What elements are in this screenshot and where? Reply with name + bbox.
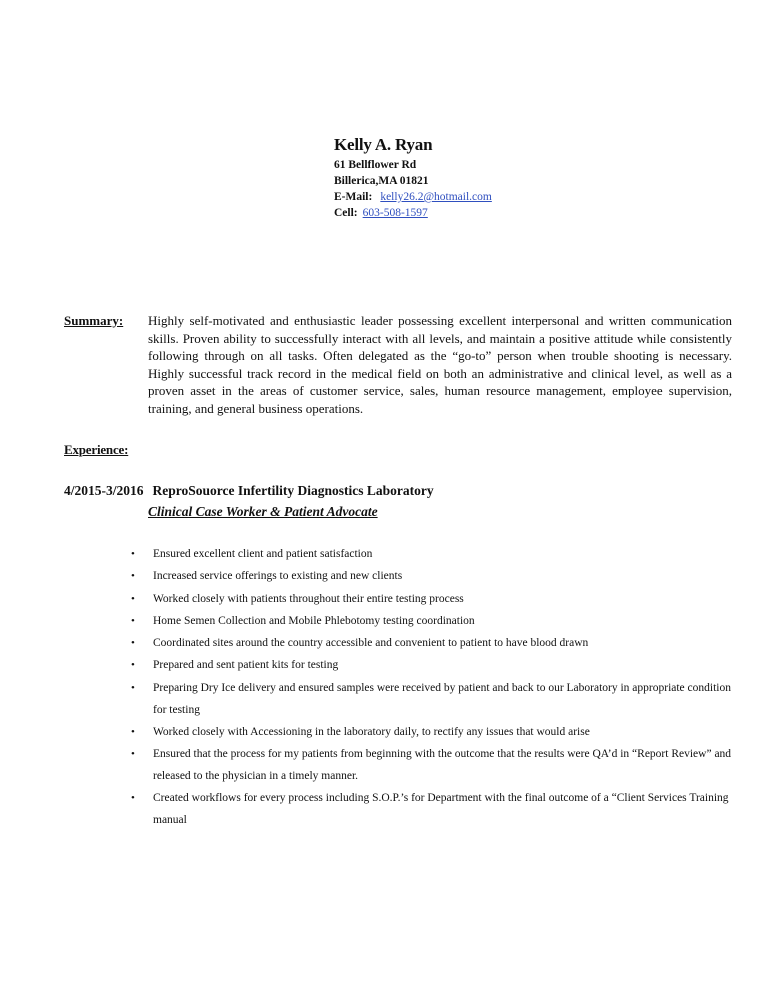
duty-text: Prepared and sent patient kits for testing xyxy=(153,659,339,672)
email-link[interactable]: kelly26.2@hotmail.com xyxy=(380,191,492,203)
duty-text: Ensured excellent client and patient satisfaction xyxy=(153,548,373,560)
candidate-name: Kelly A. Ryan xyxy=(334,135,433,154)
cell-line xyxy=(334,205,594,221)
cell-label: Cell: xyxy=(334,207,358,219)
list-item xyxy=(128,611,738,633)
job-title: Clinical Case Worker & Patient Advocate xyxy=(148,504,378,519)
list-item xyxy=(128,633,738,655)
bullet-icon: • xyxy=(131,681,135,694)
duty-text: Created workflows for every process including S.O.P.’s for Department with the final outcome of a “Client Services Training manual xyxy=(153,792,729,827)
job-header xyxy=(64,482,434,500)
bullet-icon: • xyxy=(131,792,135,805)
email-label: E-Mail: xyxy=(334,191,373,203)
duty-text: Increased service offerings to existing and new clients xyxy=(153,570,403,583)
cell-link[interactable]: 603-508-1597 xyxy=(362,207,428,219)
bullet-icon: • xyxy=(131,725,135,738)
job-employer: ReproSouorce Infertility Diagnostics Laboratory xyxy=(152,483,434,498)
list-item xyxy=(128,655,738,677)
duty-text: Ensured that the process for my patients from beginning with the outcome that the results were QA’d in “Report Review” and released to the physician in a timely manner. xyxy=(153,748,732,782)
bullet-icon: • xyxy=(131,570,135,583)
duty-text: Worked closely with patients throughout their entire testing process xyxy=(153,592,464,605)
list-item xyxy=(128,788,738,832)
bullet-icon: • xyxy=(131,748,135,761)
address-line-1: 61 Bellflower Rd xyxy=(334,159,417,171)
list-item xyxy=(128,722,738,744)
summary-heading: Summary: xyxy=(64,313,124,328)
bullet-icon: • xyxy=(131,592,135,605)
bullet-icon: • xyxy=(131,637,135,650)
duty-text: Coordinated sites around the country accessible and convenient to patient to have blood drawn xyxy=(153,637,589,650)
email-line xyxy=(334,189,594,205)
summary-section xyxy=(64,312,732,417)
contact-block xyxy=(334,134,594,221)
duty-text: Preparing Dry Ice delivery and ensured samples were received by patient and back to our Laboratory in appropriate condition for testing xyxy=(153,681,731,716)
job-dates: 4/2015-3/2016 xyxy=(64,483,144,498)
list-item xyxy=(128,566,738,588)
list-item xyxy=(128,678,738,722)
experience-heading: Experience: xyxy=(64,442,129,457)
duty-text: Worked closely with Accessioning in the laboratory daily, to rectify any issues that would arise xyxy=(153,725,590,738)
bullet-icon: • xyxy=(131,548,135,560)
summary-text: Highly self-motivated and enthusiastic leader possessing excellent interpersonal and written communication skills. Proven ability to successfully interact with all levels, and maintain a positive attitude while consistently following through on all tasks. Often delegated as the “go-to” person when trouble shooting is necessary. Highly successful track record in the medical field on both an administrative and clinical level, as well as a proven asset in the areas of customer service, sales, human resource management, employee supervision, training, and general business operations. xyxy=(148,313,732,416)
list-item xyxy=(128,744,738,788)
bullet-icon: • xyxy=(131,659,135,672)
list-item xyxy=(128,589,738,611)
job-duties-list xyxy=(128,544,738,832)
address-line-2: Billerica,MA 01821 xyxy=(334,175,429,187)
list-item xyxy=(128,544,738,566)
bullet-icon: • xyxy=(131,614,135,627)
duty-text: Home Semen Collection and Mobile Phlebotomy testing coordination xyxy=(153,614,475,627)
